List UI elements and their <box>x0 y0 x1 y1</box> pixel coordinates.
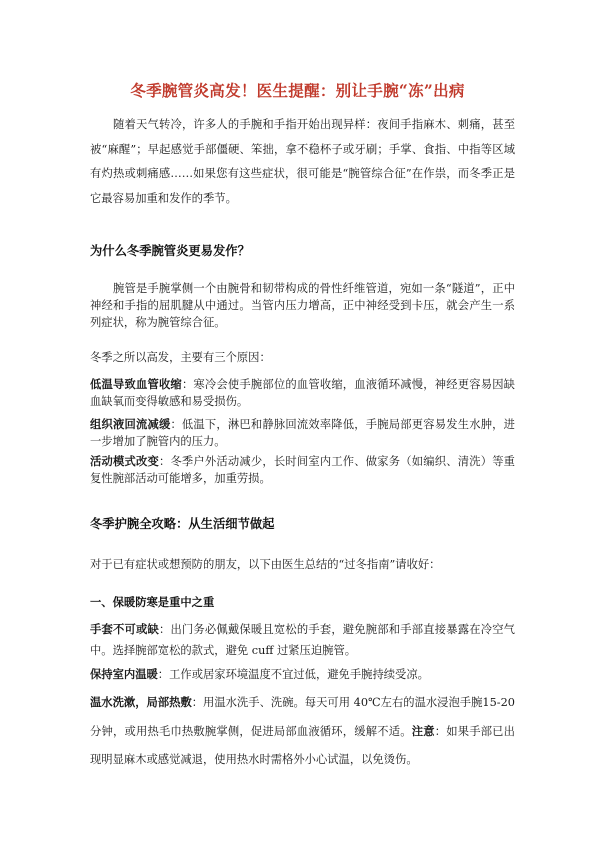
guide-item-text: ：出门务必佩戴保暖且宽松的手套，避免腕部和手部直接暴露在冷空气中。选择腕部宽松的款式，避免 cuff 过紧压迫腕管。 <box>90 623 515 657</box>
guide-intro: 对于已有症状或想预防的朋友，以下由医生总结的“过冬指南”请收好： <box>90 558 441 571</box>
reason-item <box>90 376 515 410</box>
reason-label: 活动模式改变 <box>90 454 159 468</box>
guide-item <box>90 619 515 661</box>
guide-item-label: 温水洗漱，局部热敷 <box>90 695 192 709</box>
guide-item-text: ：用温水洗手、洗碗。每天可用 40℃左右的温水浸泡手腕 <box>191 696 483 709</box>
reason-label: 低温导致血管收缩 <box>90 377 182 391</box>
article-title: 冬季腕管炎高发！医生提醒：别让手腕“冻”出病 <box>130 81 465 100</box>
guide-item-label: 手套不可或缺 <box>90 622 159 636</box>
reasons-intro: 冬季之所以高发，主要有三个原因： <box>90 351 271 364</box>
guide-item-text: ：工作或居家环境温度不宜过低，避免手腕持续受凉。 <box>157 668 429 681</box>
guide-item <box>90 688 515 774</box>
reason-item <box>90 453 515 487</box>
section-heading-guide: 冬季护腕全攻略：从生活细节做起 <box>90 516 275 531</box>
guide-item <box>90 662 515 688</box>
reason-text: ：冬季户外活动减少，长时间室内工作、做家务（如编织、清洗）等重复性腕部活动可能增多，加重劳损。 <box>90 455 515 485</box>
reason-label: 组织液回流减缓 <box>90 417 171 431</box>
guide-item-label: 保持室内温暖 <box>90 667 158 681</box>
carpal-tunnel-description: 腕管是手腕掌侧一个由腕骨和韧带构成的骨性纤维管道，宛如一条“隧道”，正中神经和手指的屈肌腱从中通过。当管内压力增高，正中神经受到卡压，就会产生一系列症状，称为腕管综合征。 <box>90 282 515 329</box>
note-text: ：如果手部已出现明显麻木或感觉减退，使用热水时需格外小心试温，以免烫伤。 <box>90 725 515 766</box>
reason-item <box>90 416 515 450</box>
reason-text: ：寒冷会使手腕部位的血管收缩，血液循环减慢，神经更容易因缺血缺氧而变得敏感和易受损伤。 <box>90 378 515 408</box>
note-label: 注意 <box>411 724 435 738</box>
reason-text: ：低温下，淋巴和静脉回流效率降低，手腕局部更容易发生水肿，进一步增加了腕管内的压力。 <box>90 418 515 448</box>
subheading-keep-warm: 一、保暖防寒是重中之重 <box>90 595 215 609</box>
guide-item-text-continued: 15-20 分钟，或用热毛巾热敷腕掌侧，促进局部血液循环，缓解不适。 <box>90 696 515 738</box>
intro-paragraph: 随着天气转冷，许多人的手腕和手指开始出现异样：夜间手指麻木、刺痛，甚至被“麻醒”；早起感觉手部僵硬、笨拙，拿不稳杯子或牙刷；手掌、食指、中指等区域有灼热或刺痛感……如果您有这些症状，很可能是“腕管综合征”在作祟，而冬季正是它最容易加重和发作的季节。 <box>90 118 515 205</box>
section-heading-why: 为什么冬季腕管炎更易发作？ <box>90 243 250 258</box>
